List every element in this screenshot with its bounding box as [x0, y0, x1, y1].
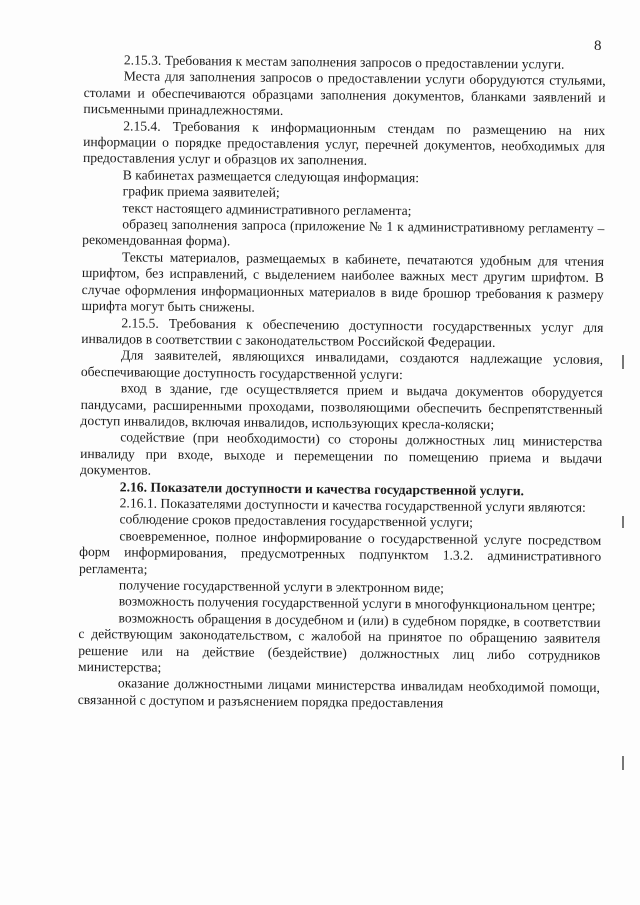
paragraph: Для заявителей, являющихся инвалидами, создаются надлежащие условия, обеспечивающие доступность государственной услуги: — [80, 347, 604, 382]
scan-edge-mark — [622, 756, 624, 770]
scan-edge-mark — [622, 355, 624, 369]
scan-edge-mark — [622, 516, 624, 528]
paragraph: образец заполнения запроса (приложение № 1 к административному регламенту – рекомендованная форма). — [82, 216, 605, 249]
paragraph: содействие (при необходимости) со стороны должностных лиц министерства инвалиду при входе, выходе и перемещении по помещению приема и выдачи документов. — [79, 429, 603, 478]
paragraph: соблюдение сроков предоставления государственной услуги; — [119, 511, 474, 531]
paragraph: своевременное, полное информирование о государственной услуге посредством форм информирования, предусмотренных подпунктом 1.3.2. административного регламента; — [78, 528, 602, 577]
section-heading: 2.16. Показатели доступности и качества государственной услуги. — [119, 478, 525, 498]
paragraph: текст настоящего административного регламента; — [122, 200, 412, 218]
paragraph: возможность получения государственной услуги в многофункциональном центре; — [118, 593, 596, 614]
paragraph: 2.15.4. Требования к информационным стендам по размещению на них информации о порядке предоставления услуг, перечней документов, необходимых для предоставления услуг и образцов их заполнения. — [82, 118, 606, 169]
paragraph: Тексты материалов, размещаемых в кабинете, печатаются удобным для чтения шрифтом, без исправлений, с выделением наиболее важных мест другим шрифтом. В случае оформления информационных материалов в виде брошюр требования к размеру шрифта могут быть снижены. — [81, 249, 605, 315]
paragraph: получение государственной услуги в электронном виде; — [118, 577, 445, 596]
paragraph: вход в здание, где осуществляется прием и выдача документов оборудуется пандусами, расширенными проходами, позволяющими обеспечить беспрепятственный доступ инвалидов, включая инвалидов, использующих кресла-коляски; — [80, 380, 603, 432]
document-body — [78, 52, 606, 713]
page-number: 8 — [594, 38, 602, 54]
paragraph: В кабинетах размещается следующая информация: — [122, 167, 420, 186]
paragraph: возможность обращения в досудебном и (или) в судебном порядке, в соответствии с действующим законодательством, с жалобой на принятое по обращению заявителя решение или на действие (бездействие) должностных лиц либо сотрудников министерства; — [78, 610, 601, 675]
paragraph: 2.15.3. Требования к местам заполнения запросов о предоставлении услуги. — [123, 52, 565, 72]
paragraph: 2.15.5. Требования к обеспечению доступности государственных услуг для инвалидов в соответствии с законодательством Российской Федерации. — [81, 314, 604, 350]
paragraph: график приема заявителей; — [122, 183, 280, 201]
paragraph: Места для заполнения запросов о предоставлении услуги оборудуются стульями, столами и обеспечиваются образцами заполнения документов, бланками заявлений и письменными принадлежностями. — [83, 68, 606, 119]
paragraph: 2.16.1. Показателями доступности и качества государственной услуги являются: — [119, 495, 586, 515]
paragraph: оказание должностными лицами министерства инвалидам необходимой помощи, связанной с доступом и разъяснением порядка предоставления — [77, 675, 600, 711]
